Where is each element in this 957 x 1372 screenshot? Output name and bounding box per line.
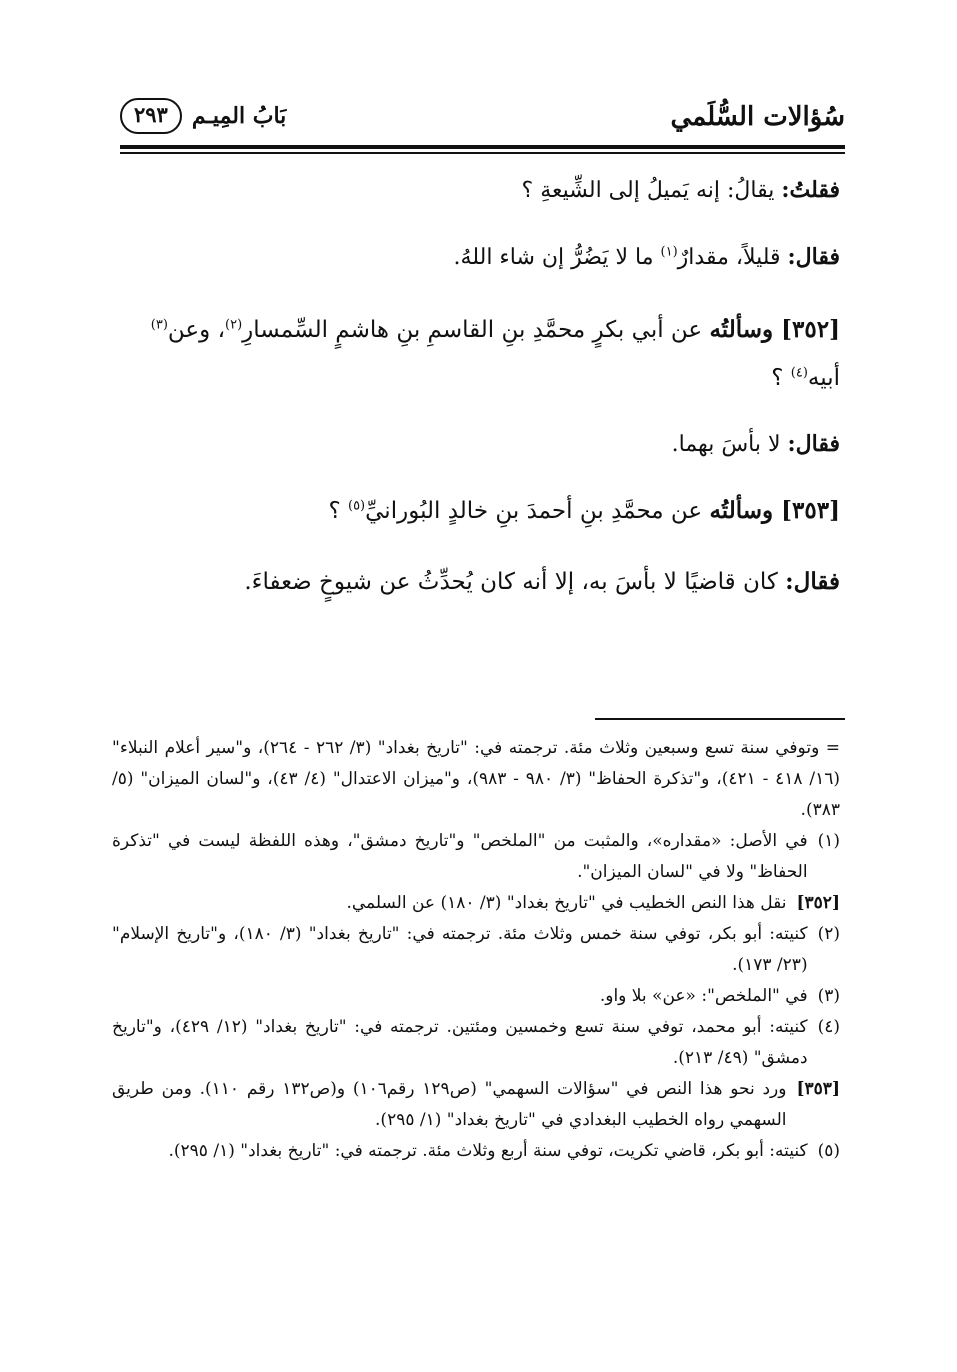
header-rule-thin xyxy=(120,152,845,154)
book-title: سُؤالات السُّلَمي xyxy=(670,102,845,132)
paragraph-entry-352 xyxy=(112,306,840,402)
chapter-title: بَابُ المِيـم xyxy=(191,103,287,129)
footnote-number: [٣٥٢] xyxy=(796,893,840,913)
footnote xyxy=(112,981,840,1012)
entry-number: [٣٥٢] xyxy=(781,316,840,343)
footnote-ref: (١) xyxy=(660,244,678,260)
paragraph-text: قليلاً، مقدارٌ xyxy=(677,245,788,270)
paragraph-text: عن أبي بكرٍ محمَّدِ بنِ القاسمِ بنِ هاشمٍ السِّمسارِ xyxy=(242,317,710,343)
paragraph-text: ؟ xyxy=(771,365,791,391)
footnote xyxy=(112,919,840,981)
footnote xyxy=(112,888,840,919)
paragraph-text: عن محمَّدِ بنِ أحمدَ بنِ خالدٍ البُورانيِّ xyxy=(365,498,710,524)
footnote xyxy=(112,1074,840,1136)
paragraph-text: لا بأسَ بهما. xyxy=(671,432,788,457)
paragraph-question xyxy=(112,170,840,211)
speaker-label: فقلتُ: xyxy=(781,177,840,203)
page-number: ٢٩٣ xyxy=(120,98,182,134)
footnote-number: (٣) xyxy=(817,986,840,1006)
footnote-text: = وتوفي سنة تسع وسبعين وثلاث مئة. ترجمته في: "تاريخ بغداد" (٣/ ٢٦٢ - ٢٦٤)، و"سير أعلام النبلاء" (١٦/ ٤١٨ - ٤٢١)، و"تذكرة الحفاظ" (٣/ ٩٨٠ - ٩٨٣)، و"ميزان الاعتدال" (٤/ ٤٣)، و"لسان الميزان" (٥/ ٣٨٣). xyxy=(112,738,841,820)
paragraph-text: ما لا يَضُرُّ إن شاء اللهُ. xyxy=(453,245,661,270)
footnote-ref: (٢) xyxy=(225,317,243,333)
footnote-text: كنيته: أبو محمد، توفي سنة تسع وخمسين ومئتين. ترجمته في: "تاريخ بغداد" (١٢/ ٤٢٩)، و"تاريخ دمشق" (٤٩/ ٢١٣). xyxy=(112,1017,808,1068)
paragraph-text: كان قاضيًا لا بأسَ به، إلا أنه كان يُحدِّثُ عن شيوخٍ ضعفاءَ. xyxy=(244,569,786,595)
paragraph-text: أبيه xyxy=(807,365,840,391)
entry-number: [٣٥٣] xyxy=(781,497,840,524)
footnote-number: [٣٥٣] xyxy=(796,1079,840,1099)
footnote-ref: (٥) xyxy=(347,498,366,514)
entry-lead: وسألتُه xyxy=(709,497,782,524)
paragraph-text: يقالُ: إنه يَميلُ إلى الشِّيعةِ ؟ xyxy=(521,178,782,203)
paragraph-text: ؟ xyxy=(328,498,348,524)
paragraph-text: ، وعن xyxy=(167,317,225,343)
footnote xyxy=(112,1012,840,1074)
header-rule-thick xyxy=(120,145,845,149)
main-text xyxy=(112,170,840,607)
footnote-number: (١) xyxy=(817,831,840,851)
speaker-label: فقال: xyxy=(787,244,840,270)
footnote-continuation xyxy=(112,733,840,826)
footnotes xyxy=(112,733,840,1167)
paragraph-entry-353 xyxy=(112,491,840,531)
running-header xyxy=(120,92,845,140)
footnote-text: نقل هذا النص الخطيب في "تاريخ بغداد" (٣/ ١٨٠) عن السلمي. xyxy=(346,893,787,913)
footnote-number: (٢) xyxy=(817,924,840,944)
footnote xyxy=(112,1136,840,1167)
footnote-text: في الأصل: «مقداره»، والمثبت من "الملخص" و"تاريخ دمشق"، وهذه اللفظة ليست في "تذكرة الحفاظ" ولا في "لسان الميزان". xyxy=(112,831,808,882)
footnote-text: كنيته: أبو بكر، قاضي تكريت، توفي سنة أربع وثلاث مئة. ترجمته في: "تاريخ بغداد" (١/ ٢٩٥). xyxy=(168,1141,808,1161)
paragraph-answer xyxy=(112,424,840,465)
footnote-text: كنيته: أبو بكر، توفي سنة خمس وثلاث مئة. ترجمته في: "تاريخ بغداد" (٣/ ١٨٠)، و"تاريخ الإسلام" (٢٣/ ١٧٣). xyxy=(112,924,808,975)
paragraph-answer xyxy=(112,557,840,607)
chapter-and-page xyxy=(120,98,286,134)
paragraph-answer xyxy=(112,237,840,278)
footnote-ref: (٣) xyxy=(150,317,168,333)
entry-lead: وسألتُه xyxy=(709,316,782,343)
footnote-separator xyxy=(595,718,845,720)
footnote-number: (٤) xyxy=(817,1017,840,1037)
speaker-label: فقال: xyxy=(787,431,840,457)
footnote-text: في "الملخص": «عن» بلا واو. xyxy=(599,986,808,1006)
footnote-number: (٥) xyxy=(817,1141,840,1161)
speaker-label: فقال: xyxy=(785,568,840,595)
footnote xyxy=(112,826,840,888)
footnote-ref: (٤) xyxy=(790,365,808,381)
footnote-text: ورد نحو هذا النص في "سؤالات السهمي" (ص١٢٩ رقم١٠٦) و(ص١٣٢ رقم ١١٠). ومن طريق السهمي رواه الخطيب البغدادي في "تاريخ بغداد" (١/ ٢٩٥). xyxy=(112,1079,787,1130)
